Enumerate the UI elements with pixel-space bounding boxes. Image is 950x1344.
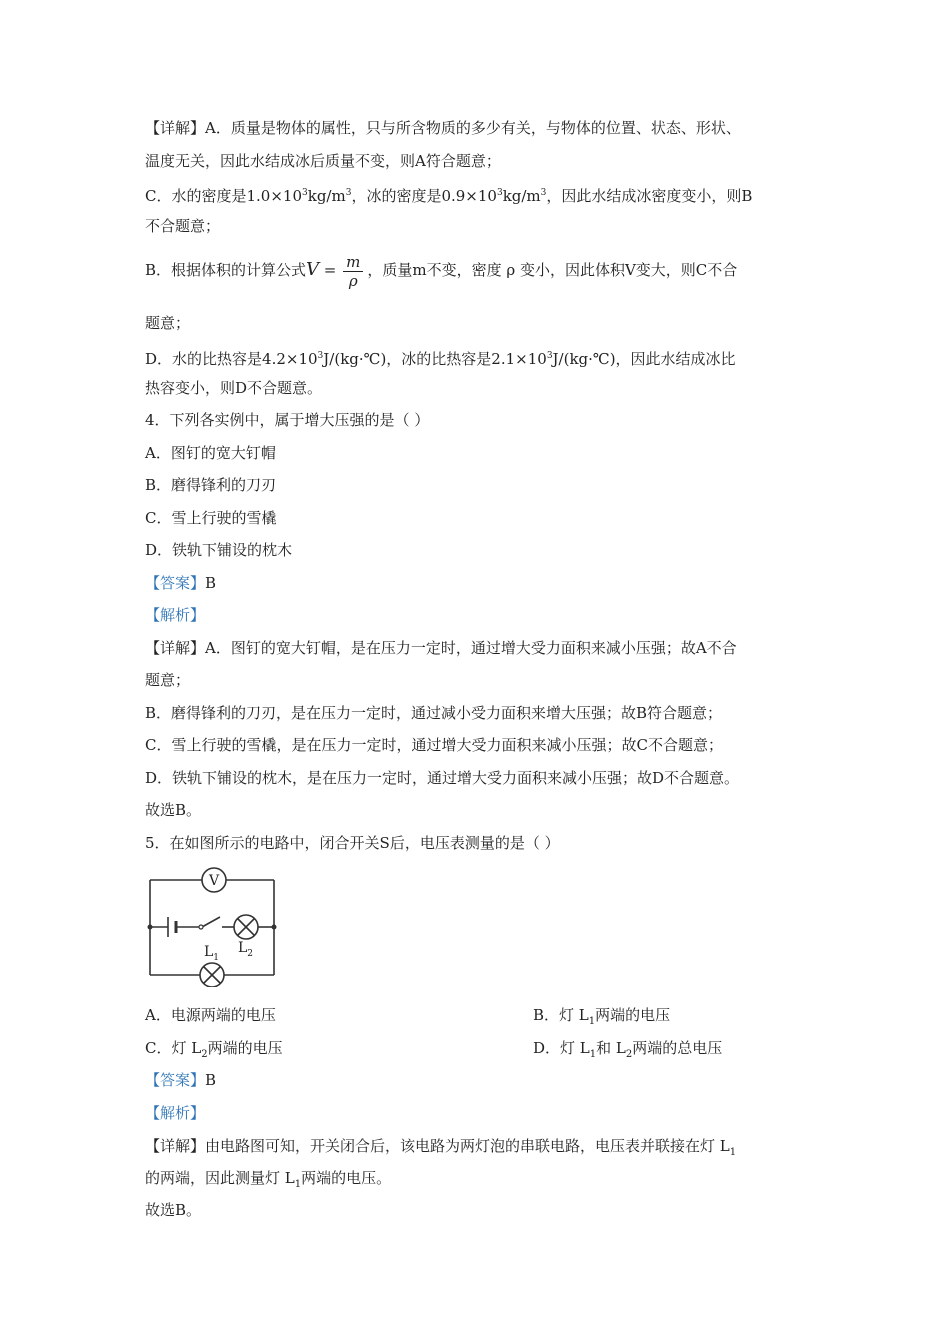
text: 两端的总电压 — [632, 1039, 723, 1057]
text: 两端的电压 — [207, 1039, 283, 1057]
answer-label: 【答案】 — [145, 574, 206, 592]
answer-value: B — [205, 1071, 217, 1089]
label-letter: L — [204, 944, 214, 960]
text: 题意； — [145, 671, 191, 689]
text: kg/m — [307, 187, 346, 205]
subscript: 1 — [588, 1016, 596, 1027]
text: 4．下列各实例中，属于增大压强的是（ ） — [145, 411, 430, 429]
explanation-5-line2 — [145, 1168, 391, 1195]
explanation-a-line2 — [145, 151, 501, 171]
text: D．铁轨下铺设的枕木，是在压力一定时，通过增大受力面积来减小压强；故D不合题意。 — [145, 769, 740, 787]
subscript: 1 — [294, 1179, 302, 1190]
text: B．磨得锋利的刀刃 — [145, 476, 277, 494]
subscript: 1 — [729, 1147, 737, 1158]
text: B．磨得锋利的刀刃，是在压力一定时，通过减小受力面积来增大压强；故B符合题意； — [145, 704, 723, 722]
lamp-l2-label — [238, 940, 253, 959]
text: D．灯 L — [533, 1039, 590, 1057]
explanation-5-line1 — [145, 1136, 736, 1163]
text: J/(kg·℃)，因此水结成冰比 — [552, 350, 736, 368]
analysis-4-label — [145, 605, 205, 625]
text: J/(kg·℃)，冰的比热容是2.1×10 — [323, 350, 547, 368]
explanation-4-line4 — [145, 735, 723, 755]
explanation-b-line1 — [145, 250, 737, 290]
explanation-d-line1 — [145, 346, 736, 369]
text: kg/m — [502, 187, 541, 205]
question-5-option-d — [533, 1038, 722, 1065]
explanation-b-line2 — [145, 313, 190, 333]
text: C．雪上行驶的雪橇 — [145, 509, 277, 527]
answer-label: 【答案】 — [145, 1071, 206, 1089]
answer-5 — [145, 1070, 216, 1090]
exponent: 3 — [317, 351, 324, 361]
explanation-5-line3 — [145, 1200, 201, 1220]
voltmeter-label: V — [208, 873, 220, 889]
explanation-c-line2 — [145, 216, 220, 236]
text: D．铁轨下铺设的枕木 — [145, 541, 293, 559]
text: ，因此水结成冰密度变小，则B — [546, 187, 753, 205]
explanation-d-line2 — [145, 378, 322, 398]
text: A．图钉的宽大钉帽 — [145, 444, 276, 462]
answer-value: B — [205, 574, 217, 592]
formula-variable: V — [306, 259, 320, 280]
text: ，质量m不变，密度 ρ 变小，因此体积V变大，则C不合 — [367, 261, 738, 279]
subscript: 2 — [625, 1049, 633, 1060]
text: C．水的密度是1.0×10 — [145, 187, 302, 205]
text: C．灯 L — [145, 1039, 202, 1057]
text: 两端的电压 — [595, 1006, 671, 1024]
label-subscript: 1 — [213, 953, 220, 963]
question-4-option-c — [145, 508, 276, 528]
exponent: 3 — [540, 188, 547, 198]
lamp-l1-label — [204, 944, 219, 963]
analysis-5-label — [145, 1103, 205, 1123]
exponent: 3 — [496, 188, 503, 198]
text: 和 L — [596, 1039, 626, 1057]
text: C．雪上行驶的雪橇，是在压力一定时，通过增大受力面积来减小压强；故C不合题意； — [145, 736, 723, 754]
junction-left — [148, 925, 153, 930]
exponent: 3 — [302, 188, 308, 198]
text: 题意； — [145, 314, 191, 332]
circuit-diagram — [140, 862, 290, 987]
text: 【解析】 — [145, 1104, 206, 1122]
question-4 — [145, 410, 429, 430]
switch-contact — [199, 925, 203, 929]
question-4-option-a — [145, 443, 276, 463]
text: 的两端，因此测量灯 L — [145, 1169, 295, 1187]
fraction-denominator: ρ — [348, 271, 358, 290]
text: B．根据体积的计算公式 — [145, 261, 307, 279]
text: 【详解】A．质量是物体的属性，只与所含物质的多少有关，与物体的位置、状态、形状、 — [145, 119, 741, 137]
exponent: 3 — [546, 351, 553, 361]
subscript: 1 — [589, 1049, 597, 1060]
question-4-option-d — [145, 540, 292, 560]
question-5-option-b — [533, 1005, 670, 1032]
text: 不合题意； — [145, 217, 221, 235]
text: 【详解】A．图钉的宽大钉帽，是在压力一定时，通过增大受力面积来减小压强；故A不合 — [145, 639, 737, 657]
text: 热容变小，则D不合题意。 — [145, 379, 323, 397]
question-4-option-b — [145, 475, 276, 495]
text: 【解析】 — [145, 606, 206, 624]
subscript: 2 — [201, 1049, 208, 1060]
formula-fraction — [343, 253, 363, 290]
explanation-4-line5 — [145, 768, 739, 788]
explanation-4-line2 — [145, 670, 190, 690]
text: D．水的比热容是4.2×10 — [145, 350, 318, 368]
question-5-option-c — [145, 1038, 283, 1065]
explanation-c-line1 — [145, 183, 752, 206]
question-5-option-a — [145, 1005, 276, 1025]
explanation-a-line1 — [145, 118, 741, 138]
explanation-4-line1 — [145, 638, 737, 658]
label-subscript: 2 — [247, 949, 254, 959]
answer-4 — [145, 573, 216, 593]
text: 两端的电压。 — [301, 1169, 392, 1187]
text: 【详解】由电路图可知，开关闭合后，该电路为两灯泡的串联电路，电压表并联接在灯 L — [145, 1137, 730, 1155]
label-letter: L — [238, 940, 248, 956]
text: 温度无关，因此水结成冰后质量不变，则A符合题意； — [145, 152, 501, 170]
exponent: 3 — [345, 188, 352, 198]
formula-equals: = — [319, 261, 342, 279]
text: ，冰的密度是0.9×10 — [351, 187, 497, 205]
explanation-4-line6 — [145, 800, 201, 820]
text: 故选B。 — [145, 801, 202, 819]
text: A．电源两端的电压 — [145, 1006, 276, 1024]
text: 故选B。 — [145, 1201, 202, 1219]
text: 5．在如图所示的电路中，闭合开关S后，电压表测量的是（ ） — [145, 834, 560, 852]
question-5 — [145, 833, 560, 853]
fraction-numerator: m — [343, 253, 363, 272]
junction-right — [272, 925, 277, 930]
explanation-4-line3 — [145, 703, 722, 723]
switch-lever — [202, 917, 220, 927]
text: B．灯 L — [533, 1006, 589, 1024]
